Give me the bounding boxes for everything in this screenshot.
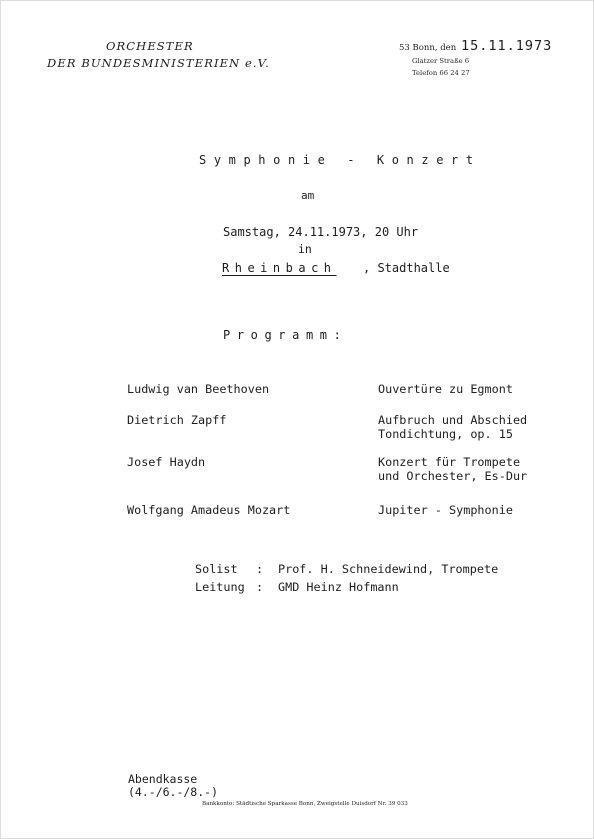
- program-composer: Dietrich Zapff: [127, 413, 227, 427]
- program-work: [378, 455, 527, 483]
- soloist-label: Solist: [195, 562, 238, 576]
- program-work-line: Konzert für Trompete: [378, 455, 521, 469]
- box-office: [128, 773, 218, 799]
- program-work-line: Aufbruch und Abschied: [378, 413, 528, 427]
- box-office-label: Abendkasse: [128, 772, 198, 786]
- bank-details: Bankkonto: Städtische Sparkasse Bonn, Zweigstelle Duisdorf Nr. 39 033: [202, 801, 408, 807]
- letter-date: 15.11.1973: [461, 38, 553, 54]
- address-street: Glatzer Straße 6: [412, 57, 470, 65]
- concert-venue: , Stadthalle: [363, 261, 450, 275]
- conductor-colon: :: [256, 580, 264, 594]
- program-work: [378, 382, 513, 396]
- program-work: [378, 413, 527, 441]
- soloist-colon: :: [256, 562, 264, 576]
- program-composer: Wolfgang Amadeus Mozart: [127, 503, 291, 517]
- address-place: 53 Bonn, den: [399, 43, 457, 53]
- program-work-line: Jupiter - Symphonie: [378, 503, 513, 517]
- org-name-line1: ORCHESTER: [106, 39, 194, 53]
- conductor-value: GMD Heinz Hofmann: [278, 580, 399, 594]
- program-work-line: Tondichtung, op. 15: [378, 427, 513, 441]
- concert-dateline: Samstag, 24.11.1973, 20 Uhr: [223, 225, 419, 239]
- program-heading: Programm:: [223, 328, 348, 342]
- soloist-value: Prof. H. Schneidewind, Trompete: [278, 562, 499, 576]
- address-phone: Telefon 66 24 27: [412, 69, 470, 77]
- in-word: in: [298, 242, 312, 256]
- program-work-line: Ouvertüre zu Egmont: [378, 382, 513, 396]
- program-composer: Ludwig van Beethoven: [127, 382, 270, 396]
- conductor-label: Leitung: [195, 580, 245, 594]
- program-work: [378, 503, 513, 517]
- on-word: am: [301, 189, 315, 202]
- concert-title: Symphonie - Konzert: [199, 153, 481, 167]
- org-name-line2: DER BUNDESMINISTERIEN e.V.: [47, 56, 270, 70]
- concert-city: Rheinbach: [222, 261, 337, 275]
- program-composer: Josef Haydn: [127, 455, 206, 469]
- program-work-line: und Orchester, Es-Dur: [378, 469, 528, 483]
- box-office-prices: (4.-/6.-/8.-): [128, 785, 219, 799]
